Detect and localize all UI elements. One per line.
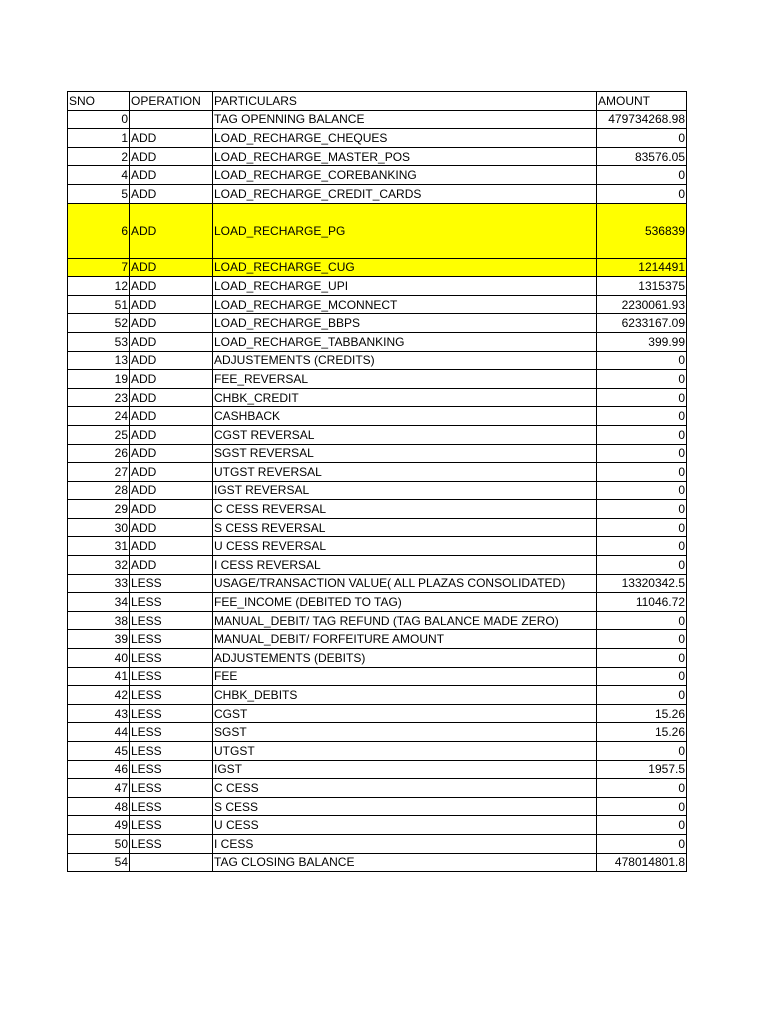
cell-operation: ADD [130,147,213,166]
cell-amount: 0 [597,834,687,853]
cell-sno: 54 [68,853,130,872]
cell-operation: ADD [130,537,213,556]
cell-particulars: U CESS REVERSAL [213,537,597,556]
cell-amount: 0 [597,425,687,444]
cell-sno: 24 [68,407,130,426]
table-row [68,203,687,258]
header-sno: SNO [68,92,130,111]
cell-particulars: FEE_REVERSAL [213,370,597,389]
cell-operation: ADD [130,332,213,351]
cell-operation: LESS [130,630,213,649]
cell-sno: 29 [68,500,130,519]
table-row [68,184,687,203]
cell-particulars: S CESS [213,797,597,816]
table-row [68,667,687,686]
cell-particulars: LOAD_RECHARGE_PG [213,203,597,258]
cell-operation: ADD [130,277,213,296]
cell-operation: ADD [130,129,213,148]
cell-amount: 0 [597,797,687,816]
cell-particulars: MANUAL_DEBIT/ TAG REFUND (TAG BALANCE MADE ZERO) [213,611,597,630]
cell-operation: LESS [130,816,213,835]
cell-particulars: C CESS [213,779,597,798]
table-row [68,277,687,296]
cell-operation: LESS [130,611,213,630]
cell-sno: 4 [68,166,130,185]
table-row [68,816,687,835]
cell-particulars: LOAD_RECHARGE_CUG [213,258,597,277]
table-row [68,295,687,314]
cell-amount: 0 [597,444,687,463]
table-row [68,166,687,185]
header-amount: AMOUNT [597,92,687,111]
cell-sno: 53 [68,332,130,351]
cell-sno: 1 [68,129,130,148]
table-row [68,760,687,779]
header-particulars: PARTICULARS [213,92,597,111]
cell-sno: 32 [68,556,130,575]
cell-particulars: LOAD_RECHARGE_CHEQUES [213,129,597,148]
cell-operation: LESS [130,723,213,742]
table-row [68,351,687,370]
cell-particulars: LOAD_RECHARGE_UPI [213,277,597,296]
cell-sno: 47 [68,779,130,798]
cell-amount: 399.99 [597,332,687,351]
cell-sno: 49 [68,816,130,835]
table-row [68,407,687,426]
cell-amount: 0 [597,611,687,630]
table-row [68,370,687,389]
table-body [68,92,687,872]
cell-sno: 41 [68,667,130,686]
cell-particulars: I CESS REVERSAL [213,556,597,575]
cell-amount: 536839 [597,203,687,258]
cell-operation: ADD [130,463,213,482]
cell-amount: 13320342.5 [597,574,687,593]
table-row [68,742,687,761]
table-row [68,425,687,444]
cell-operation: LESS [130,779,213,798]
cell-particulars: CGST [213,704,597,723]
cell-particulars: LOAD_RECHARGE_MASTER_POS [213,147,597,166]
cell-particulars: UTGST [213,742,597,761]
cell-amount: 0 [597,184,687,203]
cell-amount: 0 [597,351,687,370]
cell-sno: 48 [68,797,130,816]
cell-operation: ADD [130,314,213,333]
cell-operation: ADD [130,425,213,444]
cell-operation: ADD [130,388,213,407]
table-row [68,574,687,593]
cell-operation: ADD [130,481,213,500]
cell-amount: 478014801.8 [597,853,687,872]
cell-amount: 0 [597,649,687,668]
table-row [68,110,687,129]
table-row [68,649,687,668]
cell-operation: ADD [130,370,213,389]
cell-sno: 12 [68,277,130,296]
cell-amount: 6233167.09 [597,314,687,333]
table-row [68,686,687,705]
cell-particulars: TAG OPENNING BALANCE [213,110,597,129]
cell-operation [130,853,213,872]
table-row [68,704,687,723]
cell-amount: 1315375 [597,277,687,296]
cell-operation: ADD [130,444,213,463]
cell-sno: 25 [68,425,130,444]
cell-amount: 0 [597,537,687,556]
cell-operation: LESS [130,574,213,593]
cell-sno: 33 [68,574,130,593]
cell-amount: 0 [597,630,687,649]
cell-amount: 2230061.93 [597,295,687,314]
table-row [68,630,687,649]
cell-sno: 28 [68,481,130,500]
cell-particulars: FEE [213,667,597,686]
cell-particulars: FEE_INCOME (DEBITED TO TAG) [213,593,597,612]
cell-particulars: C CESS REVERSAL [213,500,597,519]
cell-sno: 51 [68,295,130,314]
cell-sno: 23 [68,388,130,407]
cell-amount: 0 [597,518,687,537]
cell-amount: 1957.5 [597,760,687,779]
cell-sno: 42 [68,686,130,705]
cell-particulars: LOAD_RECHARGE_CREDIT_CARDS [213,184,597,203]
cell-operation: LESS [130,760,213,779]
table-row [68,797,687,816]
cell-amount: 0 [597,667,687,686]
cell-operation: LESS [130,704,213,723]
cell-sno: 50 [68,834,130,853]
cell-amount: 0 [597,742,687,761]
cell-particulars: LOAD_RECHARGE_TABBANKING [213,332,597,351]
cell-operation: ADD [130,518,213,537]
cell-amount: 0 [597,407,687,426]
table-row [68,500,687,519]
cell-particulars: MANUAL_DEBIT/ FORFEITURE AMOUNT [213,630,597,649]
cell-operation: LESS [130,649,213,668]
cell-amount: 1214491 [597,258,687,277]
cell-operation: ADD [130,500,213,519]
cell-sno: 30 [68,518,130,537]
cell-operation: ADD [130,556,213,575]
cell-particulars: ADJUSTEMENTS (DEBITS) [213,649,597,668]
cell-amount: 0 [597,556,687,575]
cell-sno: 5 [68,184,130,203]
table-row [68,258,687,277]
cell-particulars: USAGE/TRANSACTION VALUE( ALL PLAZAS CONSOLIDATED) [213,574,597,593]
cell-sno: 43 [68,704,130,723]
cell-particulars: I CESS [213,834,597,853]
cell-operation: ADD [130,258,213,277]
cell-operation: LESS [130,797,213,816]
cell-sno: 52 [68,314,130,333]
cell-operation: ADD [130,184,213,203]
cell-operation: ADD [130,351,213,370]
table-row [68,593,687,612]
cell-sno: 6 [68,203,130,258]
cell-amount: 15.26 [597,704,687,723]
cell-sno: 45 [68,742,130,761]
table-row [68,537,687,556]
cell-operation: LESS [130,593,213,612]
cell-amount: 0 [597,129,687,148]
table-row [68,723,687,742]
cell-particulars: CHBK_DEBITS [213,686,597,705]
cell-amount: 0 [597,463,687,482]
cell-amount: 0 [597,388,687,407]
cell-particulars: IGST [213,760,597,779]
cell-amount: 15.26 [597,723,687,742]
cell-operation: ADD [130,407,213,426]
table-row [68,834,687,853]
table-row [68,147,687,166]
cell-sno: 19 [68,370,130,389]
cell-operation: LESS [130,686,213,705]
cell-amount: 0 [597,166,687,185]
cell-amount: 479734268.98 [597,110,687,129]
cell-particulars: LOAD_RECHARGE_MCONNECT [213,295,597,314]
cell-amount: 11046.72 [597,593,687,612]
cell-operation: LESS [130,834,213,853]
cell-particulars: CHBK_CREDIT [213,388,597,407]
cell-particulars: UTGST REVERSAL [213,463,597,482]
cell-operation: ADD [130,295,213,314]
cell-particulars: SGST REVERSAL [213,444,597,463]
cell-particulars: TAG CLOSING BALANCE [213,853,597,872]
cell-amount: 83576.05 [597,147,687,166]
table-row [68,129,687,148]
table-row [68,853,687,872]
balance-table [67,91,687,872]
table-row [68,611,687,630]
cell-sno: 31 [68,537,130,556]
cell-sno: 7 [68,258,130,277]
cell-sno: 2 [68,147,130,166]
cell-sno: 38 [68,611,130,630]
cell-operation: LESS [130,742,213,761]
header-operation: OPERATION [130,92,213,111]
cell-sno: 13 [68,351,130,370]
cell-sno: 0 [68,110,130,129]
table-row [68,556,687,575]
table-row [68,463,687,482]
table-row [68,444,687,463]
cell-particulars: LOAD_RECHARGE_BBPS [213,314,597,333]
cell-operation: ADD [130,203,213,258]
cell-operation: ADD [130,166,213,185]
cell-sno: 44 [68,723,130,742]
cell-particulars: SGST [213,723,597,742]
table-row [68,518,687,537]
cell-operation [130,110,213,129]
table-row [68,332,687,351]
cell-particulars: CGST REVERSAL [213,425,597,444]
cell-sno: 34 [68,593,130,612]
table-row [68,481,687,500]
cell-sno: 39 [68,630,130,649]
table-row [68,779,687,798]
cell-amount: 0 [597,686,687,705]
cell-amount: 0 [597,500,687,519]
header-row [68,92,687,111]
cell-particulars: S CESS REVERSAL [213,518,597,537]
cell-amount: 0 [597,816,687,835]
cell-sno: 27 [68,463,130,482]
cell-particulars: ADJUSTEMENTS (CREDITS) [213,351,597,370]
cell-sno: 40 [68,649,130,668]
cell-sno: 26 [68,444,130,463]
cell-particulars: LOAD_RECHARGE_COREBANKING [213,166,597,185]
cell-particulars: IGST REVERSAL [213,481,597,500]
cell-operation: LESS [130,667,213,686]
table-row [68,388,687,407]
cell-sno: 46 [68,760,130,779]
cell-amount: 0 [597,779,687,798]
cell-amount: 0 [597,481,687,500]
cell-amount: 0 [597,370,687,389]
table-row [68,314,687,333]
cell-particulars: CASHBACK [213,407,597,426]
cell-particulars: U CESS [213,816,597,835]
